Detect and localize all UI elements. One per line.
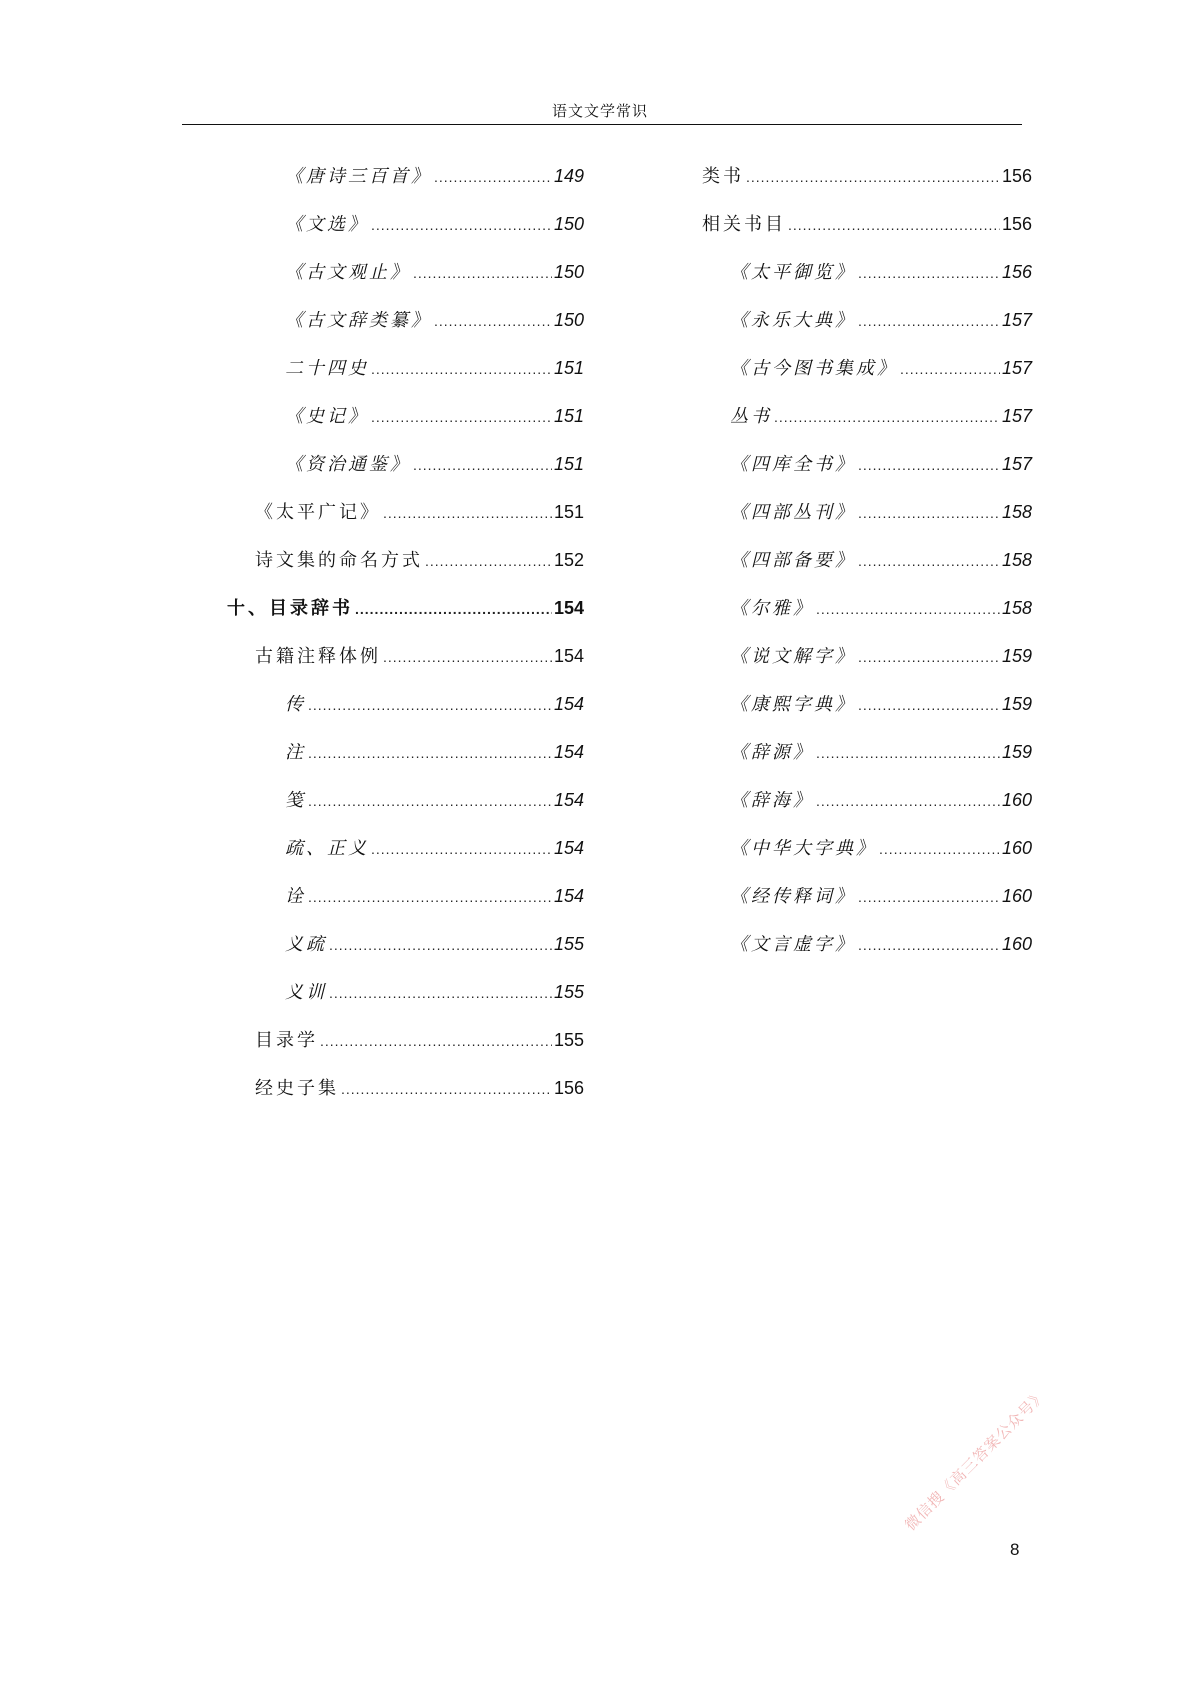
toc-entry-page: 158 (1001, 502, 1032, 522)
toc-entry-title: 《文言虚字》 (730, 934, 856, 955)
toc-entry-title: 《古今图书集成》 (730, 358, 898, 379)
toc-entry-page: 156 (553, 1078, 584, 1098)
toc-entry-title: 注 (285, 742, 306, 763)
toc-entry-page: 154 (553, 838, 584, 858)
toc-entry[interactable] (730, 594, 1032, 622)
toc-entry-page: 158 (1001, 598, 1032, 618)
header-rule (182, 124, 1022, 125)
toc-entry[interactable] (285, 882, 584, 910)
toc-entry-page: 155 (553, 1030, 584, 1050)
toc-entry[interactable] (730, 834, 1032, 862)
toc-entry-title: 《四部备要》 (730, 550, 856, 571)
toc-entry-title: 经史子集 (255, 1078, 339, 1099)
toc-entry[interactable] (255, 1026, 584, 1054)
watermark: 微信搜《高三答案公众号》 (901, 1385, 1050, 1535)
toc-entry[interactable] (285, 930, 584, 958)
toc-entry[interactable] (285, 450, 584, 478)
toc-entry-page: 151 (553, 358, 584, 378)
toc-dot-leader (858, 259, 1000, 287)
toc-entry[interactable] (730, 786, 1032, 814)
toc-entry[interactable] (730, 306, 1032, 334)
toc-entry[interactable] (730, 690, 1032, 718)
toc-dot-leader (900, 355, 1000, 383)
toc-dot-leader (858, 547, 1000, 575)
toc-entry-title: 《古文观止》 (285, 262, 411, 283)
toc-entry[interactable] (730, 450, 1032, 478)
toc-entry[interactable] (730, 738, 1032, 766)
toc-entry[interactable] (255, 546, 584, 574)
toc-entry-page: 154 (553, 694, 584, 714)
toc-entry[interactable] (730, 258, 1032, 286)
toc-entry-page: 156 (1001, 166, 1032, 186)
toc-entry-page: 160 (1001, 934, 1032, 954)
toc-entry-title: 十、目录辞书 (227, 598, 353, 619)
toc-entry[interactable] (285, 834, 584, 862)
toc-entry-title: 诠 (285, 886, 306, 907)
toc-entry-page: 154 (553, 742, 584, 762)
toc-entry-page: 158 (1001, 550, 1032, 570)
toc-entry-title: 《史记》 (285, 406, 369, 427)
toc-dot-leader (816, 787, 1000, 815)
toc-entry-title: 《尔雅》 (730, 598, 814, 619)
toc-entry-page: 149 (553, 166, 584, 186)
toc-entry-page: 150 (553, 214, 584, 234)
toc-entry[interactable] (255, 1074, 584, 1102)
toc-entry-title: 相关书目 (702, 214, 786, 235)
toc-entry-title: 义训 (285, 982, 327, 1003)
toc-entry[interactable] (285, 210, 584, 238)
toc-entry[interactable] (730, 930, 1032, 958)
toc-entry-title: 《资治通鉴》 (285, 454, 411, 475)
toc-dot-leader (858, 451, 1000, 479)
toc-entry-page: 157 (1001, 310, 1032, 330)
toc-entry[interactable] (255, 498, 584, 526)
toc-entry-title: 《永乐大典》 (730, 310, 856, 331)
toc-entry[interactable] (227, 594, 584, 622)
toc-dot-leader (341, 1075, 552, 1103)
toc-entry-title: 《说文解字》 (730, 646, 856, 667)
toc-dot-leader (371, 403, 552, 431)
toc-entry-page: 159 (1001, 694, 1032, 714)
toc-dot-leader (858, 499, 1000, 527)
toc-dot-leader (858, 883, 1000, 911)
toc-entry-title: 诗文集的命名方式 (255, 550, 423, 571)
toc-entry-page: 156 (1001, 214, 1032, 234)
toc-entry-page: 154 (553, 886, 584, 906)
toc-entry-title: 《太平广记》 (255, 502, 381, 523)
toc-dot-leader (858, 307, 1000, 335)
toc-entry-title: 笺 (285, 790, 306, 811)
toc-dot-leader (383, 499, 552, 527)
toc-entry[interactable] (285, 354, 584, 382)
toc-entry[interactable] (730, 642, 1032, 670)
toc-entry-title: 《辞海》 (730, 790, 814, 811)
toc-entry-page: 160 (1001, 838, 1032, 858)
toc-entry-page: 154 (553, 646, 584, 666)
toc-entry-title: 传 (285, 694, 306, 715)
toc-dot-leader (308, 787, 552, 815)
toc-dot-leader (746, 163, 1000, 191)
toc-entry-title: 《四库全书》 (730, 454, 856, 475)
toc-entry-page: 155 (553, 982, 584, 1002)
toc-entry-page: 150 (553, 262, 584, 282)
toc-dot-leader (308, 883, 552, 911)
toc-dot-leader (434, 163, 552, 191)
toc-entry[interactable] (255, 642, 584, 670)
toc-entry[interactable] (285, 306, 584, 334)
toc-entry-title: 丛书 (730, 406, 772, 427)
toc-entry[interactable] (730, 546, 1032, 574)
toc-entry[interactable] (285, 738, 584, 766)
toc-entry-title: 《经传释词》 (730, 886, 856, 907)
toc-dot-leader (308, 739, 552, 767)
toc-entry-title: 古籍注释体例 (255, 646, 381, 667)
toc-entry-page: 160 (1001, 790, 1032, 810)
toc-entry-page: 151 (553, 454, 584, 474)
toc-dot-leader (329, 979, 552, 1007)
toc-dot-leader (320, 1027, 552, 1055)
toc-entry-page: 159 (1001, 646, 1032, 666)
toc-entry-title: 《四部丛刊》 (730, 502, 856, 523)
toc-entry-page: 151 (553, 406, 584, 426)
toc-dot-leader (816, 595, 1000, 623)
toc-entry-page: 151 (553, 502, 584, 522)
toc-dot-leader (425, 547, 552, 575)
toc-dot-leader (371, 835, 552, 863)
page-number: 8 (1010, 1540, 1020, 1559)
toc-entry[interactable] (702, 162, 1032, 190)
toc-dot-leader (788, 211, 1000, 239)
toc-entry[interactable] (285, 402, 584, 430)
toc-entry[interactable] (730, 354, 1032, 382)
toc-entry[interactable] (285, 162, 584, 190)
toc-entry[interactable] (730, 882, 1032, 910)
toc-entry-title: 《太平御览》 (730, 262, 856, 283)
toc-entry-title: 《中华大字典》 (730, 838, 877, 859)
running-header-title: 语文文学常识 (551, 102, 648, 120)
toc-dot-leader (371, 355, 552, 383)
toc-entry-page: 154 (553, 790, 584, 810)
toc-entry-title: 《唐诗三百首》 (285, 166, 432, 187)
toc-entry-title: 《辞源》 (730, 742, 814, 763)
toc-dot-leader (434, 307, 552, 335)
toc-dot-leader (879, 835, 1000, 863)
toc-dot-leader (413, 451, 552, 479)
toc-dot-leader (308, 691, 552, 719)
toc-entry-page: 160 (1001, 886, 1032, 906)
toc-entry[interactable] (730, 498, 1032, 526)
toc-entry-title: 二十四史 (285, 358, 369, 379)
toc-dot-leader (329, 931, 552, 959)
toc-dot-leader (383, 643, 552, 671)
toc-dot-leader (371, 211, 552, 239)
toc-entry-page: 150 (553, 310, 584, 330)
toc-entry-page: 157 (1001, 358, 1032, 378)
toc-dot-leader (413, 259, 552, 287)
toc-entry-title: 类书 (702, 166, 744, 187)
toc-entry-page: 159 (1001, 742, 1032, 762)
toc-entry-page: 157 (1001, 406, 1032, 426)
toc-entry-title: 《文选》 (285, 214, 369, 235)
toc-entry[interactable] (285, 978, 584, 1006)
toc-entry[interactable] (285, 258, 584, 286)
toc-dot-leader (816, 739, 1000, 767)
toc-dot-leader (858, 643, 1000, 671)
toc-entry[interactable] (285, 786, 584, 814)
toc-entry[interactable] (702, 210, 1032, 238)
toc-entry[interactable] (730, 402, 1032, 430)
toc-entry-page: 152 (553, 550, 584, 570)
toc-entry-title: 疏、正义 (285, 838, 369, 859)
toc-entry[interactable] (285, 690, 584, 718)
toc-entry-title: 《古文辞类纂》 (285, 310, 432, 331)
toc-entry-title: 《康熙字典》 (730, 694, 856, 715)
toc-entry-page: 154 (553, 598, 584, 618)
toc-dot-leader (355, 595, 552, 623)
toc-entry-page: 157 (1001, 454, 1032, 474)
toc-entry-title: 目录学 (255, 1030, 318, 1051)
toc-entry-page: 155 (553, 934, 584, 954)
toc-entry-page: 156 (1001, 262, 1032, 282)
toc-dot-leader (858, 691, 1000, 719)
toc-entry-title: 义疏 (285, 934, 327, 955)
toc-dot-leader (774, 403, 1000, 431)
toc-dot-leader (858, 931, 1000, 959)
